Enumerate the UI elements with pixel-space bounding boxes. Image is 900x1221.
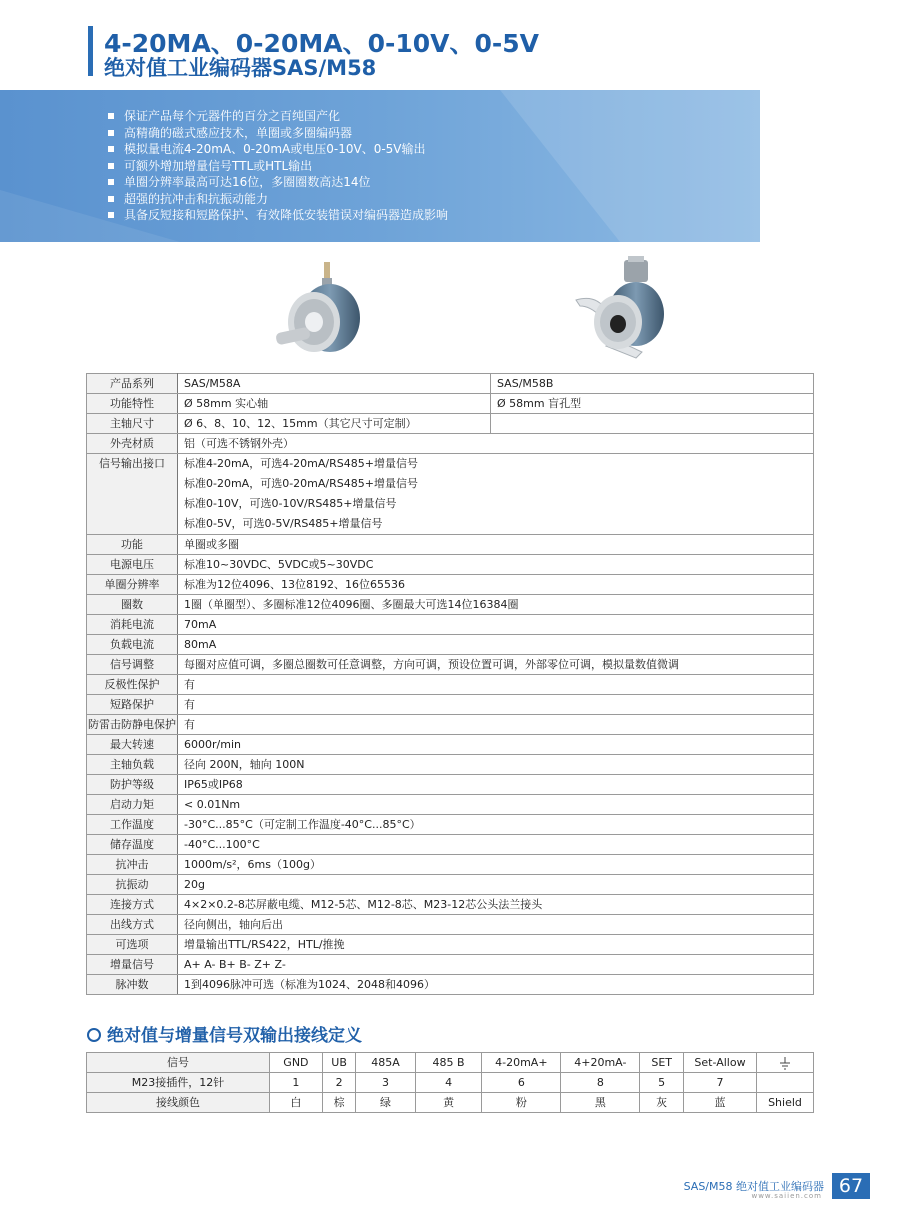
wiring-table <box>86 1052 814 1113</box>
spec-value: Ø 58mm 实心轴 <box>178 394 491 414</box>
spec-label: 抗冲击 <box>87 855 178 875</box>
page-number: 67 <box>832 1173 870 1199</box>
wiring-cell <box>757 1073 814 1093</box>
spec-value: 有 <box>178 695 814 715</box>
table-row <box>87 595 814 615</box>
page-title-line1: 4-20MA、0-20MA、0-10V、0-5V <box>104 29 539 58</box>
spec-value: SAS/M58B <box>491 374 814 394</box>
table-row <box>87 434 814 454</box>
spec-label: 电源电压 <box>87 555 178 575</box>
wiring-cell: 棕 <box>322 1093 355 1113</box>
table-row <box>87 955 814 975</box>
feature-item: 可额外增加增量信号TTL或HTL输出 <box>106 158 448 175</box>
spec-label: 增量信号 <box>87 955 178 975</box>
spec-value: 4×2×0.2-8芯屏蔽电缆、M12-5芯、M12-8芯、M23-12芯公头法兰接头 <box>178 895 814 915</box>
feature-item: 模拟量电流4-20mA、0-20mA或电压0-10V、0-5V输出 <box>106 141 448 158</box>
feature-item: 保证产品每个元器件的百分之百纯国产化 <box>106 108 448 125</box>
spec-value: 有 <box>178 715 814 735</box>
spec-label: 主轴尺寸 <box>87 414 178 434</box>
spec-table <box>86 373 814 995</box>
wiring-cell: 485 B <box>415 1053 482 1073</box>
table-row <box>87 835 814 855</box>
spec-value: 标准10~30VDC、5VDC或5~30VDC <box>178 555 814 575</box>
spec-value: A+ A- B+ B- Z+ Z- <box>178 955 814 975</box>
wiring-cell: Set-Allow <box>684 1053 757 1073</box>
spec-value: SAS/M58A <box>178 374 491 394</box>
spec-value: Ø 6、8、10、12、15mm（其它尺寸可定制） <box>178 414 491 434</box>
feature-item: 单圈分辨率最高可达16位，多圈圈数高达14位 <box>106 174 448 191</box>
table-row <box>87 635 814 655</box>
table-row <box>87 675 814 695</box>
spec-value: 单圈或多圈 <box>178 535 814 555</box>
ground-icon <box>778 1056 792 1070</box>
table-row <box>87 655 814 675</box>
table-row <box>87 915 814 935</box>
feature-list <box>106 108 448 224</box>
wiring-cell: 3 <box>356 1073 415 1093</box>
spec-label: 圈数 <box>87 595 178 615</box>
spec-value: 1圈（单圈型）、多圈标准12位4096圈、多圈最大可选14位16384圈 <box>178 595 814 615</box>
table-row <box>87 1073 814 1093</box>
spec-label: 连接方式 <box>87 895 178 915</box>
spec-label: 可选项 <box>87 935 178 955</box>
spec-value: 1到4096脉冲可选（标准为1024、2048和4096） <box>178 975 814 995</box>
spec-label: 信号调整 <box>87 655 178 675</box>
spec-value: 20g <box>178 875 814 895</box>
spec-label: 防雷击防静电保护 <box>87 715 178 735</box>
spec-value: 有 <box>178 675 814 695</box>
spec-label: 启动力矩 <box>87 795 178 815</box>
table-row <box>87 895 814 915</box>
footer-product-name: SAS/M58 绝对值工业编码器 <box>683 1180 824 1193</box>
spec-value: < 0.01Nm <box>178 795 814 815</box>
table-row <box>87 1053 814 1073</box>
table-row <box>87 535 814 555</box>
table-row <box>87 735 814 755</box>
table-row <box>87 975 814 995</box>
spec-value: 80mA <box>178 635 814 655</box>
spec-value: 70mA <box>178 615 814 635</box>
spec-value: 标准4-20mA，可选4-20mA/RS485+增量信号 标准0-20mA，可选0-20mA/RS485+增量信号 标准0-10V，可选0-10V/RS485+增量信号 标准0-5V，可选0-5V/RS485+增量信号 <box>178 454 814 535</box>
wiring-cell: 绿 <box>356 1093 415 1113</box>
spec-label: 产品系列 <box>87 374 178 394</box>
wiring-cell: 2 <box>322 1073 355 1093</box>
page-title-line2: 绝对值工业编码器SAS/M58 <box>104 56 377 80</box>
spec-value: -30°C...85°C（可定制工作温度-40°C...85°C） <box>178 815 814 835</box>
table-row <box>87 855 814 875</box>
wiring-cell: 4-20mA+ <box>482 1053 561 1073</box>
wiring-cell: 8 <box>561 1073 640 1093</box>
spec-value: 径向侧出，轴向后出 <box>178 915 814 935</box>
spec-label: 外壳材质 <box>87 434 178 454</box>
table-row <box>87 715 814 735</box>
spec-value: 增量输出TTL/RS422，HTL/推挽 <box>178 935 814 955</box>
title-accent-bar <box>88 26 93 76</box>
spec-value: 6000r/min <box>178 735 814 755</box>
table-row <box>87 394 814 414</box>
table-row <box>87 795 814 815</box>
wiring-cell: GND <box>270 1053 323 1073</box>
spec-label: 最大转速 <box>87 735 178 755</box>
wiring-cell: 白 <box>270 1093 323 1113</box>
wiring-label: M23接插件，12针 <box>87 1073 270 1093</box>
spec-value: 铝（可选不锈钢外壳） <box>178 434 814 454</box>
spec-label: 功能 <box>87 535 178 555</box>
spec-label: 工作温度 <box>87 815 178 835</box>
table-row <box>87 935 814 955</box>
spec-label: 防护等级 <box>87 775 178 795</box>
table-row <box>87 575 814 595</box>
table-row <box>87 454 814 535</box>
table-row <box>87 374 814 394</box>
wiring-cell: 485A <box>356 1053 415 1073</box>
spec-label: 反极性保护 <box>87 675 178 695</box>
spec-value: 标准为12位4096、13位8192、16位65536 <box>178 575 814 595</box>
spec-label: 抗振动 <box>87 875 178 895</box>
table-row <box>87 414 814 434</box>
feature-item: 高精确的磁式感应技术，单圈或多圈编码器 <box>106 125 448 142</box>
wiring-cell: 粉 <box>482 1093 561 1113</box>
spec-label: 单圈分辨率 <box>87 575 178 595</box>
encoder-hollow-shaft-photo <box>566 254 676 369</box>
spec-value: 径向 200N，轴向 100N <box>178 755 814 775</box>
spec-value: IP65或IP68 <box>178 775 814 795</box>
spec-value <box>491 414 814 434</box>
spec-label: 功能特性 <box>87 394 178 414</box>
table-row <box>87 815 814 835</box>
wiring-cell: 灰 <box>640 1093 684 1113</box>
spec-label: 消耗电流 <box>87 615 178 635</box>
wiring-cell: 4+20mA- <box>561 1053 640 1073</box>
wiring-cell: Shield <box>757 1093 814 1113</box>
footer-url: www.saiien.com <box>751 1192 822 1200</box>
spec-value: 每圈对应值可调，多圈总圈数可任意调整，方向可调，预设位置可调，外部零位可调，模拟量数值微调 <box>178 655 814 675</box>
spec-value: 1000m/s²，6ms（100g） <box>178 855 814 875</box>
wiring-cell: 1 <box>270 1073 323 1093</box>
wiring-cell: 黄 <box>415 1093 482 1113</box>
table-row <box>87 875 814 895</box>
wiring-label: 信号 <box>87 1053 270 1073</box>
table-row <box>87 1093 814 1113</box>
wiring-cell: 黑 <box>561 1093 640 1113</box>
wiring-label: 接线颜色 <box>87 1093 270 1113</box>
table-row <box>87 555 814 575</box>
spec-label: 信号输出接口 <box>87 454 178 535</box>
spec-label: 脉冲数 <box>87 975 178 995</box>
wiring-cell: 7 <box>684 1073 757 1093</box>
circle-bullet-icon <box>87 1028 101 1042</box>
feature-item: 超强的抗冲击和抗振动能力 <box>106 191 448 208</box>
spec-label: 负载电流 <box>87 635 178 655</box>
wiring-cell: UB <box>322 1053 355 1073</box>
feature-item: 具备反短接和短路保护、有效降低安装错误对编码器造成影响 <box>106 207 448 224</box>
table-row <box>87 775 814 795</box>
table-row <box>87 615 814 635</box>
spec-value: Ø 58mm 盲孔型 <box>491 394 814 414</box>
encoder-solid-shaft-photo <box>268 258 368 368</box>
wiring-cell: 4 <box>415 1073 482 1093</box>
wiring-cell: 6 <box>482 1073 561 1093</box>
spec-label: 主轴负载 <box>87 755 178 775</box>
wiring-cell: 5 <box>640 1073 684 1093</box>
table-row <box>87 755 814 775</box>
wiring-cell: SET <box>640 1053 684 1073</box>
spec-label: 出线方式 <box>87 915 178 935</box>
table-row <box>87 695 814 715</box>
spec-label: 短路保护 <box>87 695 178 715</box>
spec-label: 储存温度 <box>87 835 178 855</box>
wiring-section-title: 绝对值与增量信号双输出接线定义 <box>87 1021 362 1046</box>
wiring-cell: 蓝 <box>684 1093 757 1113</box>
wiring-cell <box>757 1053 814 1073</box>
spec-value: -40°C...100°C <box>178 835 814 855</box>
